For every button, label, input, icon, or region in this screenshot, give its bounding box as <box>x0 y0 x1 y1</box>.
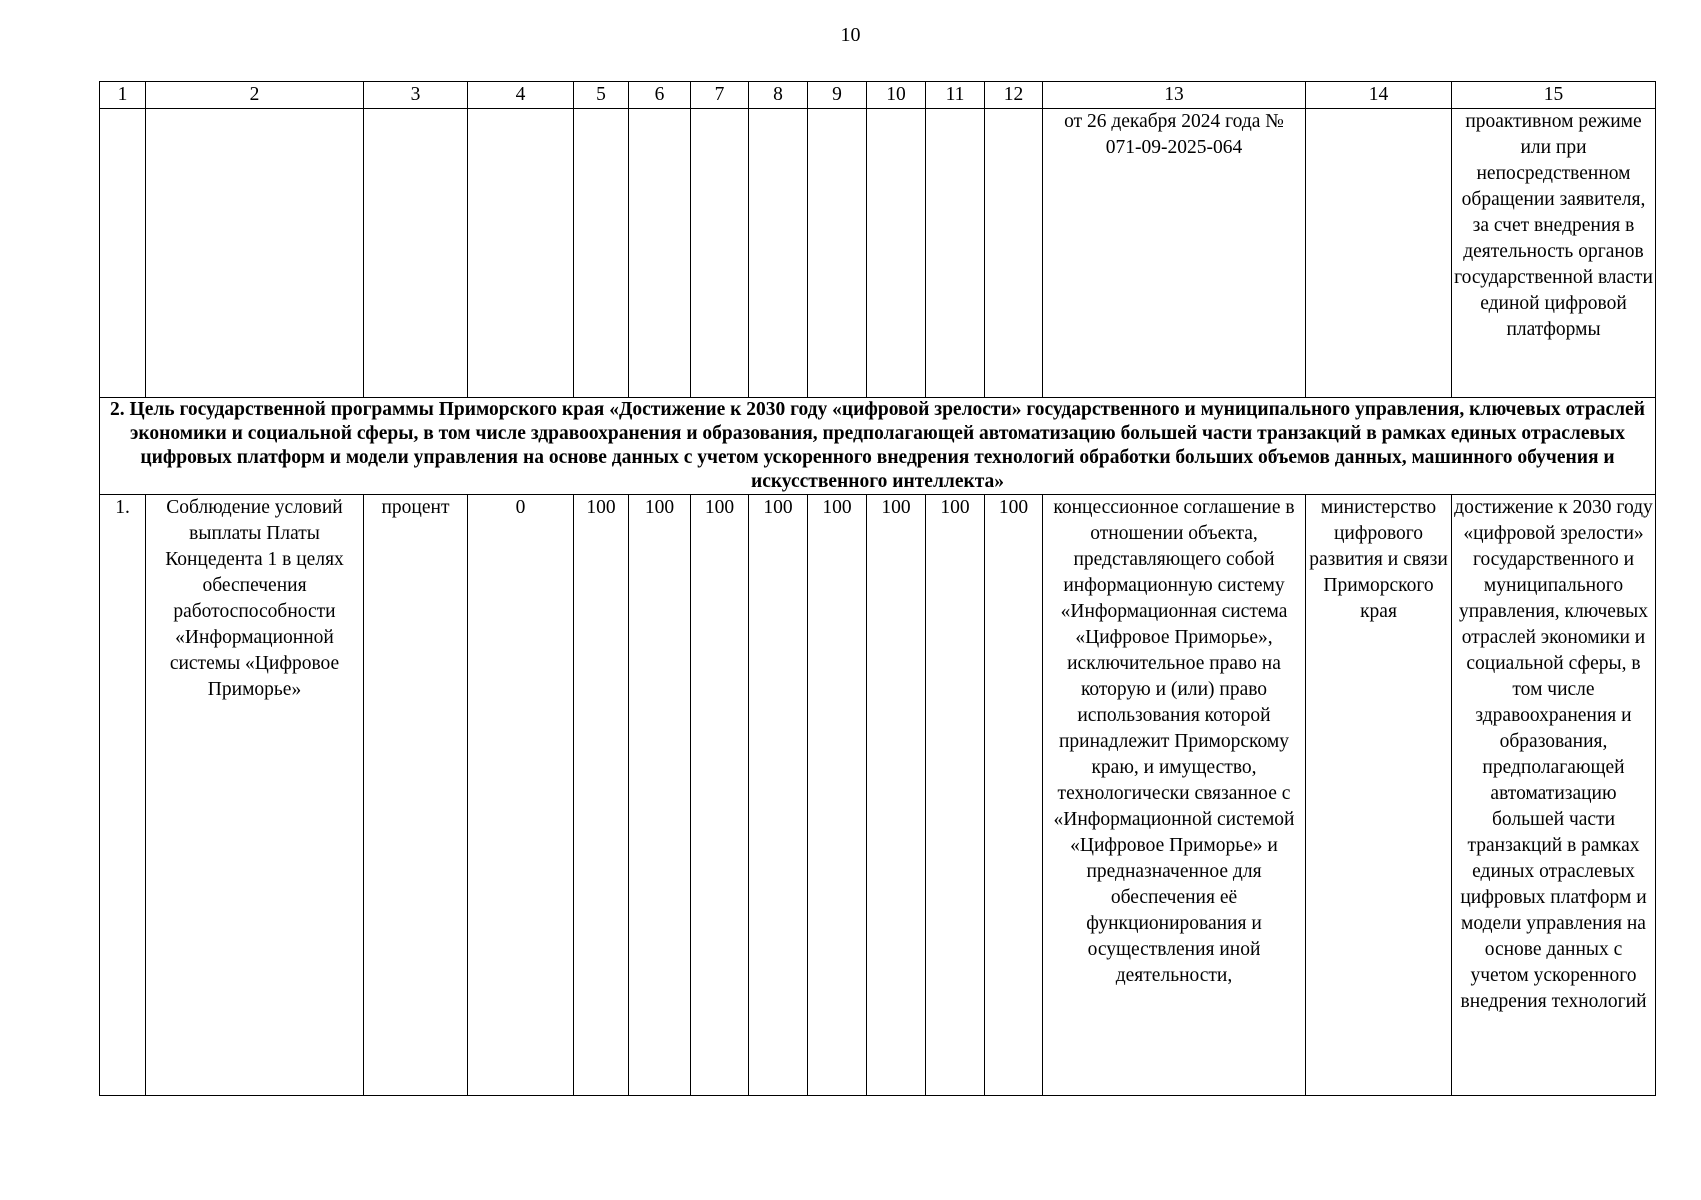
empty-cell <box>629 109 691 398</box>
year-value: 100 <box>985 495 1043 1096</box>
empty-cell <box>100 109 146 398</box>
column-number: 15 <box>1452 82 1656 109</box>
column-number: 13 <box>1043 82 1306 109</box>
table-row <box>100 495 1656 1096</box>
column-number-row <box>100 82 1656 109</box>
column-number: 14 <box>1306 82 1452 109</box>
empty-cell <box>1306 109 1452 398</box>
empty-cell <box>574 109 629 398</box>
indicators-table <box>99 81 1656 1096</box>
goal-link-continued: проактивном режиме или при непосредственном обращении заявителя, за счет внедрения в деятельность органов государственной власти единой цифровой платформы <box>1452 109 1656 398</box>
year-value: 100 <box>574 495 629 1096</box>
unit-of-measure: процент <box>364 495 468 1096</box>
column-number: 6 <box>629 82 691 109</box>
year-value: 100 <box>749 495 808 1096</box>
section-heading-row <box>100 398 1656 495</box>
base-value: 0 <box>468 495 574 1096</box>
empty-cell <box>867 109 926 398</box>
column-number: 5 <box>574 82 629 109</box>
column-number: 11 <box>926 82 985 109</box>
empty-cell <box>808 109 867 398</box>
responsible-body: министерство цифрового развития и связи Приморского края <box>1306 495 1452 1096</box>
year-value: 100 <box>629 495 691 1096</box>
indicator-name: Соблюдение условий выплаты Платы Концедента 1 в целях обеспечения работоспособности «Информационной системы «Цифровое Приморье» <box>146 495 364 1096</box>
empty-cell <box>985 109 1043 398</box>
empty-cell <box>146 109 364 398</box>
document-reference: концессионное соглашение в отношении объекта, представляющего собой информационную систему «Информационная система «Цифровое Приморье», исключительное право на которую и (или) право использования которой принадлежит Приморскому краю, и имущество, технологически связанное с «Информационной системой «Цифровое Приморье» и предназначенное для обеспечения её функционирования и осуществления иной деятельности, <box>1043 495 1306 1096</box>
column-number: 10 <box>867 82 926 109</box>
column-number: 7 <box>691 82 749 109</box>
year-value: 100 <box>808 495 867 1096</box>
year-value: 100 <box>691 495 749 1096</box>
year-value: 100 <box>867 495 926 1096</box>
column-number: 4 <box>468 82 574 109</box>
column-number: 8 <box>749 82 808 109</box>
page-number: 10 <box>840 24 861 46</box>
empty-cell <box>691 109 749 398</box>
empty-cell <box>926 109 985 398</box>
goal-link: достижение к 2030 году «цифровой зрелости» государственного и муниципального управления, ключевых отраслей экономики и социальной сферы, в том числе здравоохранения и образования, предполагающей автоматизацию большей части транзакций в рамках единых отраслевых цифровых платформ и модели управления на основе данных с учетом ускоренного внедрения технологий <box>1452 495 1656 1096</box>
column-number: 9 <box>808 82 867 109</box>
column-number: 2 <box>146 82 364 109</box>
column-number: 3 <box>364 82 468 109</box>
document-reference-continued: от 26 декабря 2024 года № 071-09-2025-064 <box>1043 109 1306 398</box>
column-number: 1 <box>100 82 146 109</box>
empty-cell <box>364 109 468 398</box>
empty-cell <box>468 109 574 398</box>
continuation-row <box>100 109 1656 398</box>
section-heading: 2. Цель государственной программы Приморского края «Достижение к 2030 году «цифровой зрелости» государственного и муниципального управления, ключевых отраслей экономики и социальной сферы, в том числе здравоохранения и образования, предполагающей автоматизацию большей части транзакций в рамках единых отраслевых цифровых платформ и модели управления на основе данных с учетом ускоренного внедрения технологий обработки больших объемов данных, машинного обучения и искусственного интеллекта» <box>100 398 1656 495</box>
column-number: 12 <box>985 82 1043 109</box>
row-number: 1. <box>100 495 146 1096</box>
empty-cell <box>749 109 808 398</box>
year-value: 100 <box>926 495 985 1096</box>
